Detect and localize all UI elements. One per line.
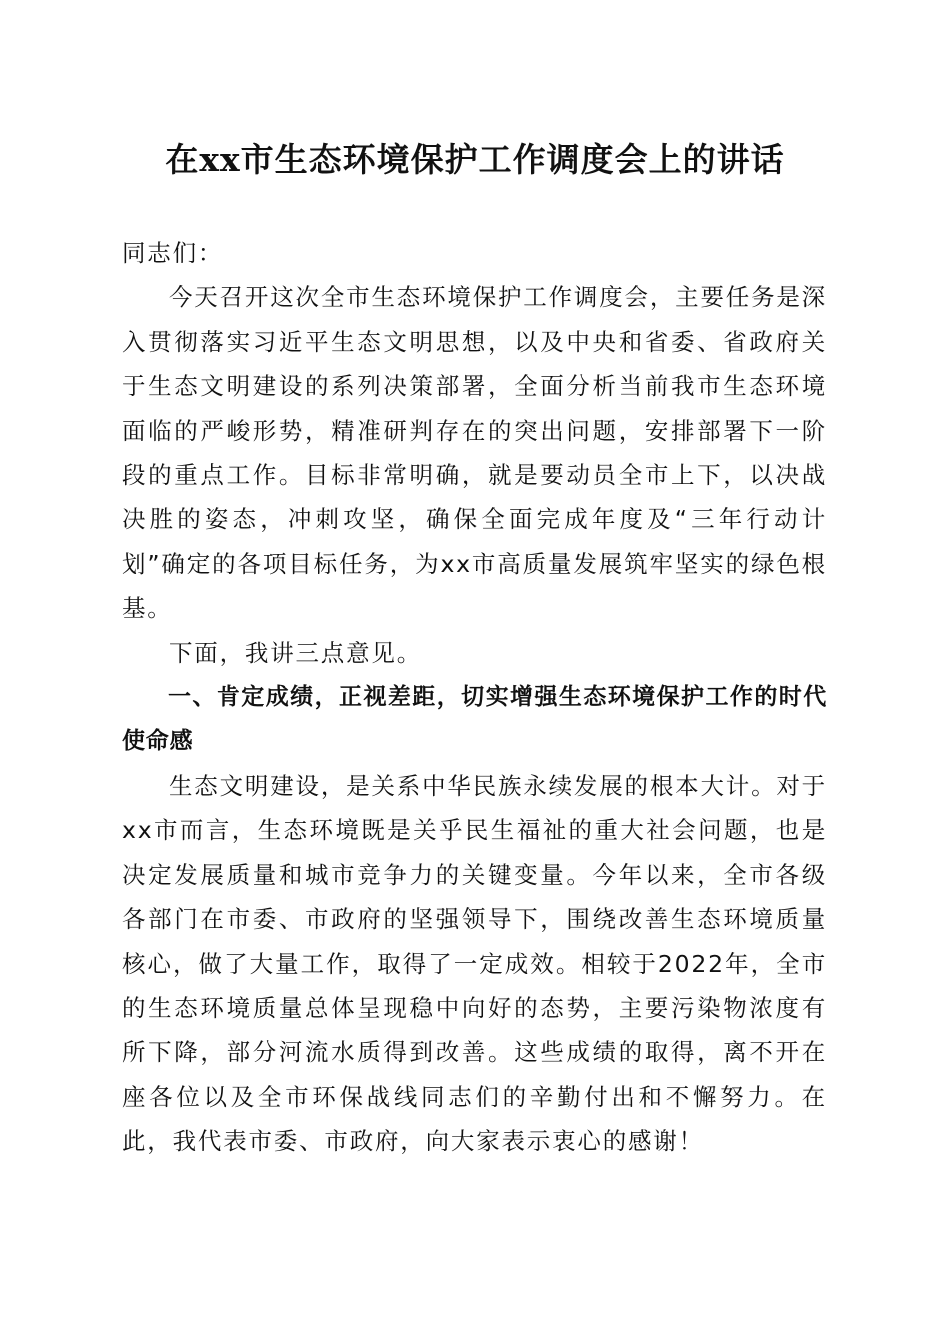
paragraph-intro: 今天召开这次全市生态环境保护工作调度会，主要任务是深入贯彻落实习近平生态文明思想，以及中央和省委、省政府关于生态文明建设的系列决策部署，全面分析当前我市生态环境面临的严峻形势，精准研判存在的突出问题，安排部署下一阶段的重点工作。目标非常明确，就是要动员全市上下，以决战决胜的姿态，冲刺攻坚，确保全面完成年度及“三年行动计划”确定的各项目标任务，为xx市高质量发展筑牢坚实的绿色根基。 <box>122 283 827 623</box>
section-heading-1: 一、肯定成绩，正视差距，切实增强生态环境保护工作的时代使命感 <box>122 684 827 755</box>
document-title: 在xx市生态环境保护工作调度会上的讲话 <box>165 140 785 179</box>
document-body <box>122 231 827 1164</box>
paragraph-transition: 下面，我讲三点意见。 <box>169 638 422 667</box>
salutation: 同志们： <box>122 239 224 267</box>
paragraph-section-1: 生态文明建设，是关系中华民族永续发展的根本大计。对于xx市而言，生态环境既是关乎民生福祉的重大社会问题，也是决定发展质量和城市竞争力的关键变量。今年以来，全市各级各部门在市委、市政府的坚强领导下，围绕改善生态环境质量核心，做了大量工作，取得了一定成效。相较于2022年，全市的生态环境质量总体呈现稳中向好的态势，主要污染物浓度有所下降，部分河流水质得到改善。这些成绩的取得，离不开在座各位以及全市环保战线同志们的辛勤付出和不懈努力。在此，我代表市委、市政府，向大家表示衷心的感谢！ <box>122 771 827 1156</box>
